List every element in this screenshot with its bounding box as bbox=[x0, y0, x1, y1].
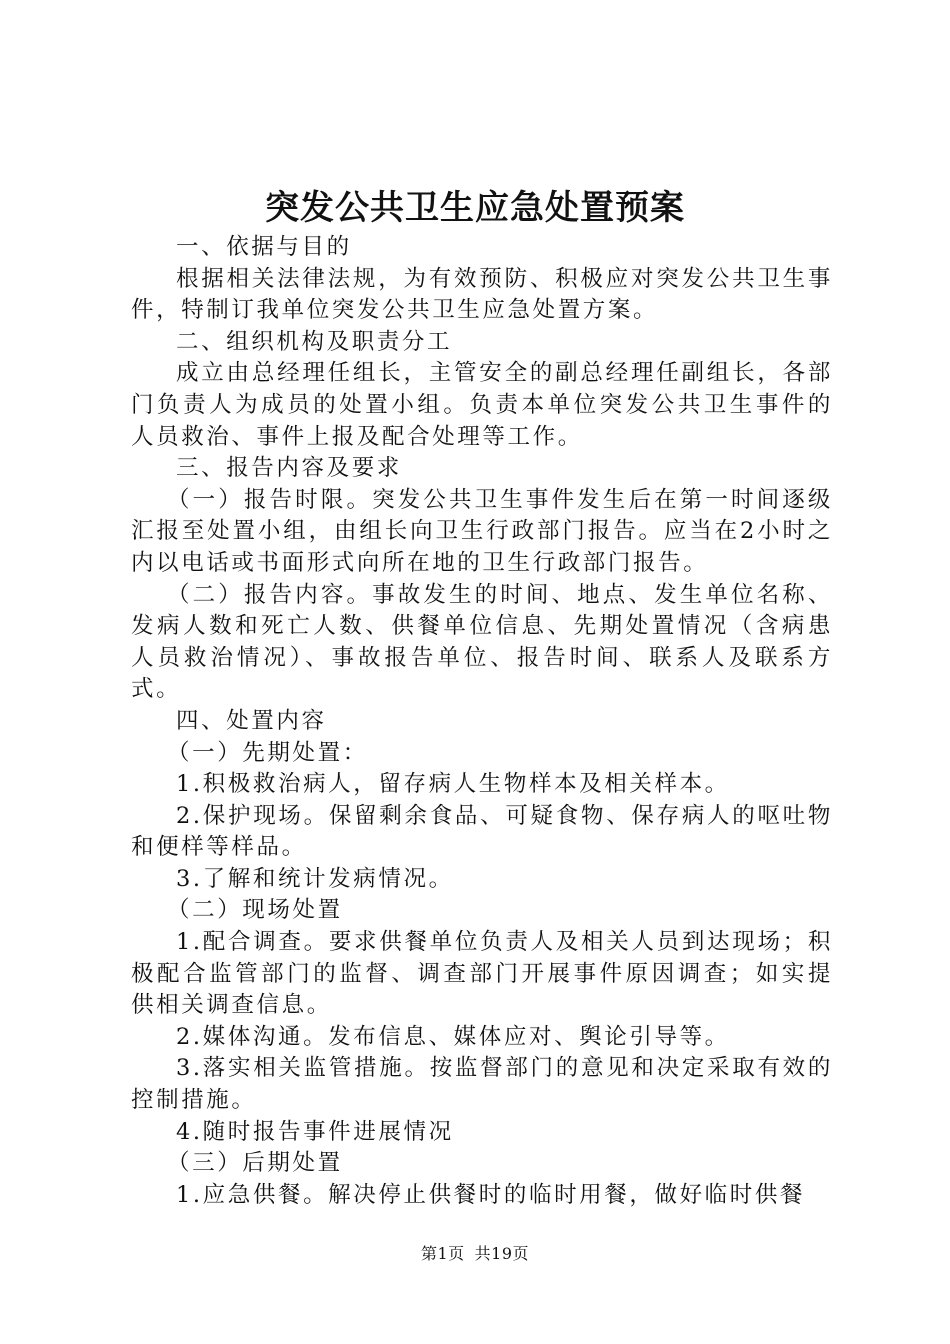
paragraph: 根据相关法律法规，为有效预防、积极应对突发公共卫生事件，特制订我单位突发公共卫生应急处置方案。 bbox=[131, 265, 833, 324]
list-item: 3.落实相关监管措施。按监督部门的意见和决定采取有效的控制措施。 bbox=[131, 1055, 833, 1114]
subsection-heading: （三）后期处置 bbox=[167, 1150, 343, 1177]
page-footer bbox=[0, 1242, 950, 1266]
document-title: 突发公共卫生应急处置预案 bbox=[265, 188, 685, 228]
section-heading: 二、组织机构及职责分工 bbox=[176, 328, 453, 355]
list-item: 2.保护现场。保留剩余食品、可疑食物、保存病人的呕吐物和便样等样品。 bbox=[131, 802, 833, 861]
document-body bbox=[131, 232, 833, 1211]
section-heading: 四、处置内容 bbox=[176, 707, 327, 734]
list-item: 1.应急供餐。解决停止供餐时的临时用餐，做好临时供餐 bbox=[176, 1181, 806, 1208]
page-total: 共19页 bbox=[474, 1244, 530, 1263]
section-heading: 三、报告内容及要求 bbox=[176, 455, 402, 482]
list-item: 1.积极救治病人，留存病人生物样本及相关样本。 bbox=[176, 771, 730, 798]
subsection-heading: （一）先期处置： bbox=[167, 739, 368, 766]
list-item: 3.了解和统计发病情况。 bbox=[176, 865, 454, 892]
paragraph: 成立由总经理任组长，主管安全的副总经理任副组长，各部门负责人为成员的处置小组。负责本单位突发公共卫生事件的人员救治、事件上报及配合处理等工作。 bbox=[131, 360, 833, 450]
page-number: 第1页 bbox=[420, 1244, 465, 1263]
list-item: 1.配合调查。要求供餐单位负责人及相关人员到达现场；积极配合监管部门的监督、调查部门开展事件原因调查；如实提供相关调查信息。 bbox=[131, 929, 833, 1019]
list-item: 4.随时报告事件进展情况 bbox=[176, 1118, 454, 1145]
subsection-heading: （二）现场处置 bbox=[167, 897, 343, 924]
paragraph: （二）报告内容。事故发生的时间、地点、发生单位名称、发病人数和死亡人数、供餐单位信息、先期处置情况（含病患人员救治情况）、事故报告单位、报告时间、联系人及联系方式。 bbox=[131, 581, 833, 703]
paragraph: （一）报告时限。突发公共卫生事件发生后在第一时间逐级汇报至处置小组，由组长向卫生行政部门报告。应当在2小时之内以电话或书面形式向所在地的卫生行政部门报告。 bbox=[131, 486, 833, 576]
section-heading: 一、依据与目的 bbox=[176, 234, 352, 260]
list-item: 2.媒体沟通。发布信息、媒体应对、舆论引导等。 bbox=[176, 1023, 730, 1050]
